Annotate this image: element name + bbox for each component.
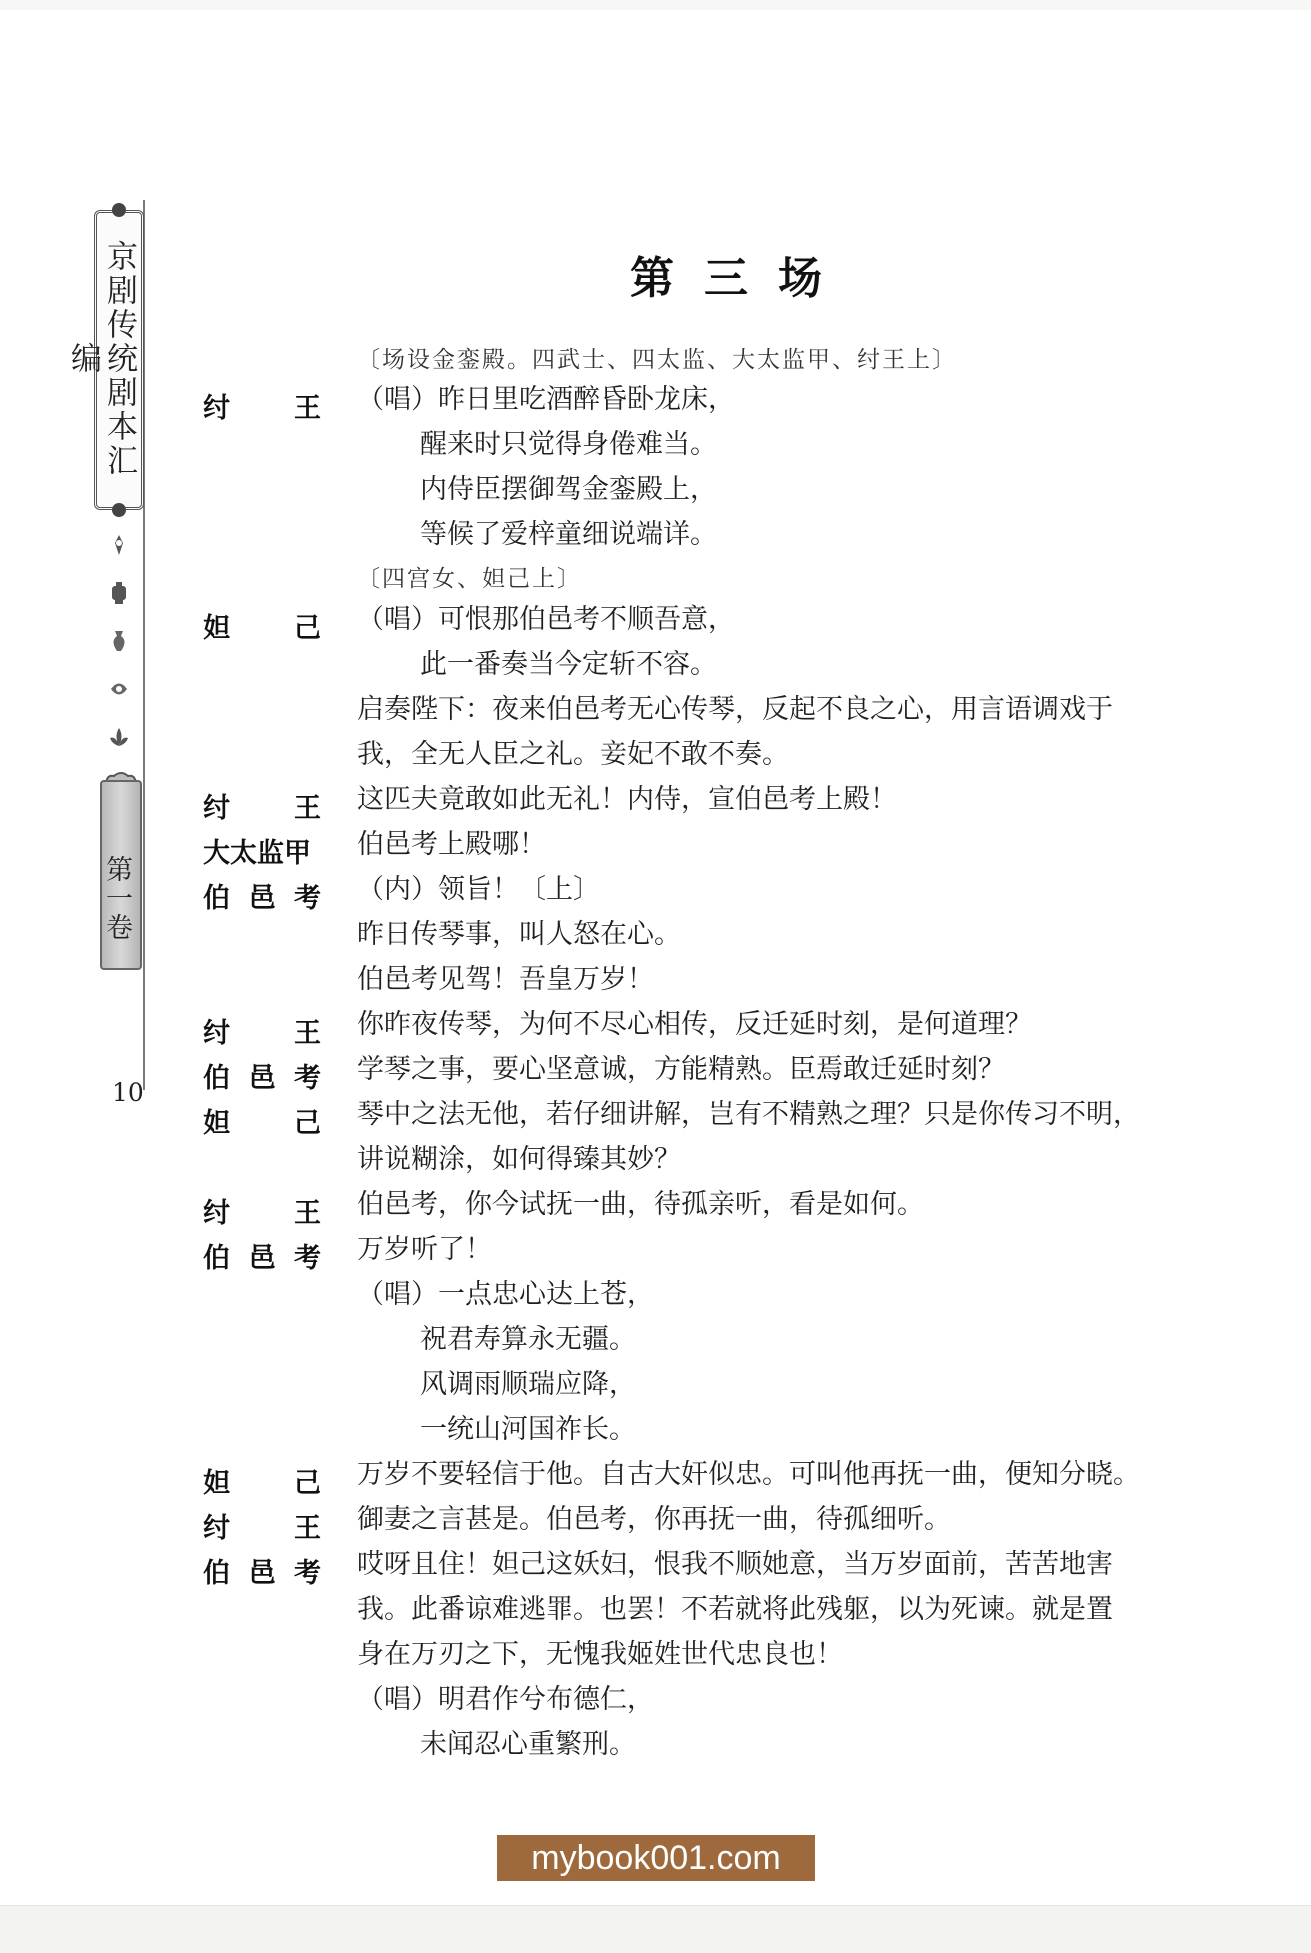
speaker-char: 邑 [248, 1558, 276, 1589]
verse-line: 醒来时只觉得身倦难当。 [420, 429, 717, 460]
speaker-char: 考 [294, 1063, 321, 1094]
speaker-name [203, 1011, 321, 1050]
series-title: 京剧传统剧本汇编 [65, 240, 137, 478]
volume-label: 第一卷 [101, 854, 132, 942]
dialogue-line: 这匹夫竟敢如此无礼！内侍，宣伯邑考上殿！ [357, 784, 897, 815]
speaker-char: 伯 [203, 1243, 230, 1274]
speaker-name [203, 786, 321, 825]
dialogue-line: 昨日传琴事，叫人怒在心。 [357, 919, 681, 950]
frame-knob-icon [112, 203, 126, 217]
dialogue-line: （唱）可恨那伯邑考不顺吾意， [357, 604, 735, 635]
flower-ornament-icon [104, 530, 134, 560]
speaker-name [203, 1236, 321, 1275]
page-edge-top [0, 0, 1311, 10]
speaker-name [203, 831, 321, 870]
lamp-ornament-icon [104, 578, 134, 608]
verse-line: 祝君寿算永无疆。 [420, 1324, 636, 1355]
speaker-char: 妲 [203, 1108, 230, 1139]
verse-line: 等候了爱梓童细说端详。 [420, 519, 717, 550]
watermark: mybook001.com [497, 1835, 815, 1881]
speaker-char: 考 [294, 1558, 321, 1589]
speaker-name [203, 386, 321, 425]
speaker-char: 纣 [203, 793, 230, 824]
speaker-char: 王 [294, 1198, 321, 1229]
speaker-name [203, 1551, 321, 1590]
verse-line: 一统山河国祚长。 [420, 1414, 636, 1445]
speaker-char: 妲 [203, 1468, 230, 1499]
speaker-char: 王 [294, 1018, 321, 1049]
verse-line: 此一番奏当今定斩不容。 [420, 649, 717, 680]
speaker-char: 纣 [203, 1198, 230, 1229]
speaker-char: 考 [294, 883, 321, 914]
dialogue-line: 我，全无人臣之礼。妾妃不敢不奏。 [357, 739, 789, 770]
speaker-char: 己 [294, 1108, 321, 1139]
dialogue-line: 琴中之法无他，若仔细讲解，岂有不精熟之理？只是你传习不明， [357, 1099, 1140, 1130]
dialogue-line: 学琴之事，要心坚意诚，方能精熟。臣焉敢迁延时刻？ [357, 1054, 1005, 1085]
lotus-ornament-icon [104, 722, 134, 752]
dialogue-line: 身在万刃之下，无愧我姬姓世代忠良也！ [357, 1639, 843, 1670]
page-edge-bottom [0, 1905, 1311, 1953]
dialogue-line: 伯邑考上殿哪！ [357, 829, 546, 860]
speaker-char: 邑 [248, 1243, 276, 1274]
speaker-name [203, 606, 321, 645]
speaker-name [203, 1506, 321, 1545]
dialogue-line: 御妻之言甚是。伯邑考，你再抚一曲，待孤细听。 [357, 1504, 951, 1535]
stage-direction: 〔场设金銮殿。四武士、四太监、大太监甲、纣王上〕 [357, 347, 957, 373]
speaker-char: 纣 [203, 393, 230, 424]
frame-knob-icon [112, 503, 126, 517]
dialogue-line: 万岁听了！ [357, 1234, 492, 1265]
speaker-char: 伯 [203, 1063, 230, 1094]
speaker-char: 妲 [203, 613, 230, 644]
dialogue-line: （唱）昨日里吃酒醉昏卧龙床， [357, 384, 735, 415]
spine-ornaments [104, 530, 134, 770]
dialogue-line: 你昨夜传琴，为何不尽心相传，反迁延时刻，是何道理？ [357, 1009, 1032, 1040]
speaker-char: 纣 [203, 1018, 230, 1049]
dialogue-line: 伯邑考见驾！吾皇万岁！ [357, 964, 654, 995]
dialogue-line: 伯邑考，你今试抚一曲，待孤亲听，看是如何。 [357, 1189, 924, 1220]
speaker-name [203, 876, 321, 915]
speaker-name [203, 1461, 321, 1500]
verse-line: 风调雨顺瑞应降， [420, 1369, 636, 1400]
speaker-char: 伯 [203, 883, 230, 914]
speaker-name [203, 1191, 321, 1230]
speaker-char: 王 [294, 793, 321, 824]
stage-direction: 〔四宫女、妲己上〕 [357, 566, 582, 592]
verse-line: 未闻忍心重繁刑。 [420, 1729, 636, 1760]
speaker-char: 伯 [203, 1558, 230, 1589]
speaker-char: 大太监甲 [203, 838, 311, 869]
speaker-char: 王 [294, 1513, 321, 1544]
scene-title: 第三场 [630, 253, 852, 304]
speaker-name [203, 1056, 321, 1095]
speaker-char: 己 [294, 613, 321, 644]
speaker-char: 己 [294, 1468, 321, 1499]
speaker-name [203, 1101, 321, 1140]
dialogue-line: 哎呀且住！妲己这妖妇，恨我不顺她意，当万岁面前，苦苦地害 [357, 1549, 1113, 1580]
speaker-char: 邑 [248, 1063, 276, 1094]
verse-line: 内侍臣摆御驾金銮殿上， [420, 474, 717, 505]
dialogue-line: 讲说糊涂，如何得臻其妙？ [357, 1144, 681, 1175]
scroll-ornament-icon [104, 674, 134, 704]
speaker-char: 王 [294, 393, 321, 424]
speaker-char: 考 [294, 1243, 321, 1274]
dialogue-line: （唱）一点忠心达上苍， [357, 1279, 654, 1310]
dialogue-line: 启奏陛下：夜来伯邑考无心传琴，反起不良之心，用言语调戏于 [357, 694, 1113, 725]
speaker-char: 邑 [248, 883, 276, 914]
dialogue-line: 我。此番谅难逃罪。也罢！不若就将此残躯，以为死谏。就是置 [357, 1594, 1113, 1625]
dialogue-line: （唱）明君作兮布德仁， [357, 1684, 654, 1715]
vase-ornament-icon [104, 626, 134, 656]
speaker-char: 纣 [203, 1513, 230, 1544]
page-number: 10 [112, 1078, 144, 1107]
dialogue-line: （内）领旨！〔上〕 [357, 874, 600, 905]
dialogue-line: 万岁不要轻信于他。自古大奸似忠。可叫他再抚一曲，便知分晓。 [357, 1459, 1140, 1490]
